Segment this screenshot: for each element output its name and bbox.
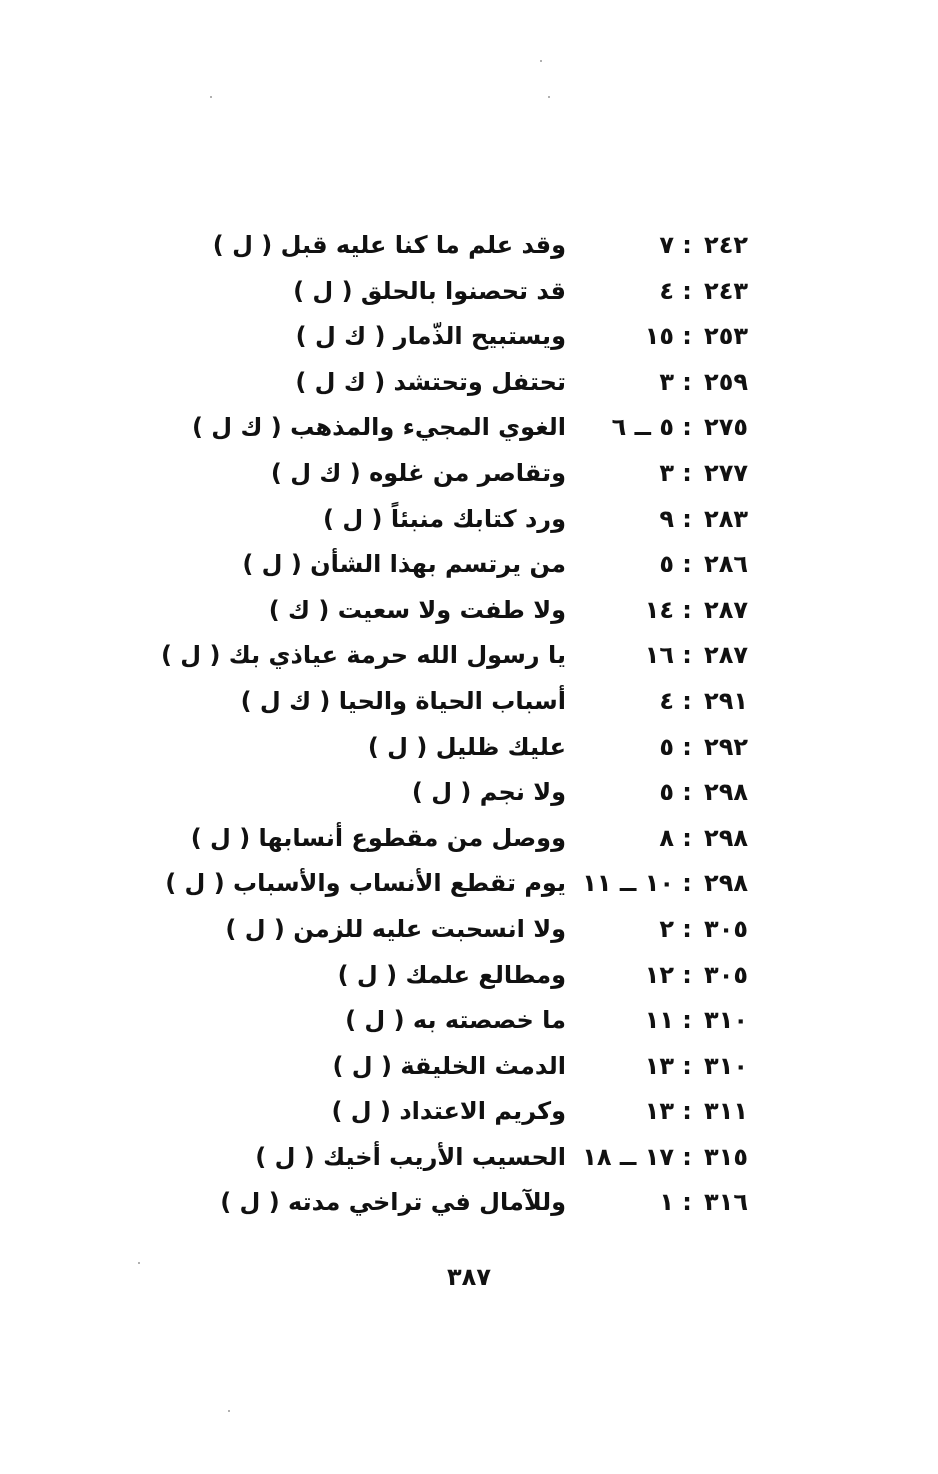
entry-page-number: ٢٨٧ — [704, 595, 748, 624]
index-entry — [0, 588, 938, 634]
entry-reference — [659, 679, 748, 725]
index-entry — [0, 861, 938, 907]
entry-reference — [659, 223, 748, 269]
entry-separator: : — [682, 276, 692, 305]
entry-line-number: ٧ — [659, 231, 674, 259]
scan-speck — [548, 96, 550, 98]
entry-reference — [659, 451, 748, 497]
entry-reference — [645, 1044, 748, 1090]
index-entry — [0, 451, 938, 497]
entry-separator: : — [682, 322, 692, 351]
entry-page-number: ٣١٠ — [704, 1006, 748, 1035]
entry-separator: : — [682, 231, 692, 259]
scan-speck — [210, 96, 212, 98]
index-entry — [0, 223, 938, 269]
index-entry — [0, 497, 938, 543]
entry-quote: تحتفل وتحتشد ( ك ل ) — [295, 367, 566, 396]
index-entry — [0, 953, 938, 999]
entry-page-number: ٢٨٧ — [704, 641, 748, 670]
entry-reference — [645, 953, 748, 999]
entry-line-number: ١١ — [644, 1006, 674, 1035]
entry-quote: ما خصصته به ( ل ) — [345, 1006, 566, 1035]
entry-page-number: ٣٠٥ — [704, 960, 748, 989]
entry-page-number: ٢٨٣ — [704, 504, 748, 533]
entry-line-number: ١ — [659, 1188, 674, 1217]
entry-reference — [659, 1180, 748, 1226]
entry-page-number: ٢٩٨ — [704, 778, 748, 807]
entry-line-number: ٥ — [659, 550, 674, 579]
entry-page-number: ٢٩٢ — [704, 732, 748, 761]
entry-page-number: ٢٨٦ — [704, 550, 748, 579]
index-entry — [0, 314, 938, 360]
entry-quote: ولا طفت ولا سعيت ( ك ) — [268, 595, 566, 624]
entry-separator: : — [682, 1142, 692, 1171]
entry-line-number: ٤ — [659, 276, 674, 305]
index-entry — [0, 907, 938, 953]
entry-separator: : — [682, 1097, 692, 1126]
entry-line-number: ٩ — [659, 504, 674, 533]
entry-page-number: ٢٥٩ — [704, 367, 748, 396]
entry-quote: الدمث الخليقة ( ل ) — [332, 1051, 566, 1080]
entry-quote: الحسيب الأريب أخيك ( ل ) — [255, 1142, 566, 1171]
entry-quote: يا رسول الله حرمة عياذي بك ( ل ) — [160, 641, 566, 670]
entry-reference — [582, 1135, 748, 1181]
entry-separator: : — [682, 1188, 692, 1217]
entry-separator: : — [682, 686, 692, 715]
entry-quote: ورد كتابك منبئاً ( ل ) — [323, 504, 566, 533]
index-entry — [0, 770, 938, 816]
index-entry — [0, 1089, 938, 1135]
entry-reference — [659, 542, 748, 588]
entry-reference — [645, 998, 748, 1044]
index-entry — [0, 998, 938, 1044]
entry-page-number: ٣١٥ — [704, 1142, 748, 1171]
index-entry — [0, 269, 938, 315]
index-entry — [0, 1180, 938, 1226]
entry-quote: وتقاصر من غلوه ( ك ل ) — [270, 458, 566, 487]
entry-reference — [659, 725, 748, 771]
entry-line-number: ٥ ــ ٦ — [611, 413, 674, 442]
entry-page-number: ٣١٦ — [704, 1188, 748, 1217]
entry-quote: عليك ظليل ( ل ) — [367, 732, 566, 761]
entry-reference — [659, 907, 748, 953]
entry-separator: : — [682, 960, 692, 989]
entry-page-number: ٢٩١ — [704, 686, 748, 715]
entry-separator: : — [682, 1006, 692, 1035]
scan-speck — [228, 1410, 230, 1412]
entry-reference — [659, 360, 748, 406]
entry-line-number: ٨ — [659, 823, 674, 852]
entry-separator: : — [682, 1051, 692, 1080]
index-entry — [0, 1044, 938, 1090]
index-entry — [0, 679, 938, 725]
entry-separator: : — [682, 732, 692, 761]
entry-separator: : — [682, 914, 692, 943]
entry-page-number: ٢٧٥ — [704, 413, 748, 442]
index-entry — [0, 725, 938, 771]
entry-reference — [659, 269, 748, 315]
entry-page-number: ٢٩٨ — [704, 823, 748, 852]
entry-quote: الغوي المجيء والمذهب ( ك ل ) — [191, 413, 566, 442]
entry-line-number: ١٣ — [644, 1097, 674, 1126]
entry-line-number: ٢ — [659, 914, 674, 943]
entry-quote: ولا نجم ( ل ) — [411, 778, 566, 807]
entry-reference — [645, 314, 748, 360]
entry-quote: يوم تقطع الأنساب والأسباب ( ل ) — [165, 869, 566, 898]
entry-page-number: ٢٤٢ — [704, 231, 748, 259]
entry-quote: ووصل من مقطوع أنسابها ( ل ) — [190, 823, 566, 852]
entry-reference — [612, 405, 748, 451]
entry-separator: : — [682, 458, 692, 487]
index-entries — [0, 223, 938, 1226]
entry-separator: : — [682, 823, 692, 852]
entry-quote: وكريم الاعتداد ( ل ) — [331, 1097, 566, 1126]
entry-line-number: ١٣ — [644, 1051, 674, 1080]
entry-separator: : — [682, 641, 692, 670]
entry-reference — [659, 497, 748, 543]
entry-separator: : — [682, 550, 692, 579]
entry-separator: : — [682, 869, 692, 898]
entry-quote: ويستبيح الذّمار ( ك ل ) — [295, 322, 566, 351]
index-entry — [0, 360, 938, 406]
entry-reference — [645, 588, 748, 634]
entry-page-number: ٢٧٧ — [704, 458, 748, 487]
entry-quote: ومطالع علمك ( ل ) — [337, 960, 566, 989]
entry-reference — [582, 861, 748, 907]
entry-page-number: ٢٥٣ — [704, 322, 748, 351]
entry-separator: : — [682, 778, 692, 807]
entry-quote: وللآمال في تراخي مدته ( ل ) — [220, 1188, 566, 1217]
entry-line-number: ١٠ ــ ١١ — [582, 869, 674, 898]
index-entry — [0, 1135, 938, 1181]
entry-line-number: ١٥ — [644, 322, 674, 351]
index-entry — [0, 405, 938, 451]
entry-separator: : — [682, 595, 692, 624]
entry-quote: قد تحصنوا بالحلق ( ل ) — [293, 276, 566, 305]
entry-page-number: ٣١١ — [704, 1097, 748, 1126]
entry-page-number: ٢٤٣ — [704, 276, 748, 305]
entry-quote: من يرتسم بهذا الشأن ( ل ) — [242, 550, 566, 579]
entry-separator: : — [682, 367, 692, 396]
entry-line-number: ٣ — [659, 367, 674, 396]
entry-reference — [659, 770, 748, 816]
entry-reference — [659, 816, 748, 862]
page-number: ٣٨٧ — [447, 1263, 491, 1291]
entry-reference — [645, 1089, 748, 1135]
entry-separator: : — [682, 504, 692, 533]
scan-speck — [540, 60, 542, 62]
entry-line-number: ٣ — [659, 458, 674, 487]
entry-page-number: ٣٠٥ — [704, 914, 748, 943]
entry-quote: أسباب الحياة والحيا ( ك ل ) — [240, 686, 566, 715]
entry-line-number: ٤ — [659, 686, 674, 715]
entry-line-number: ١٧ ــ ١٨ — [582, 1142, 674, 1171]
entry-page-number: ٢٩٨ — [704, 869, 748, 898]
entry-page-number: ٣١٠ — [704, 1051, 748, 1080]
index-entry — [0, 542, 938, 588]
entry-reference — [645, 633, 748, 679]
entry-line-number: ٥ — [659, 732, 674, 761]
entry-quote: ولا انسحبت عليه للزمن ( ل ) — [225, 914, 566, 943]
entry-quote: وقد علم ما كنا عليه قبل ( ل ) — [212, 231, 566, 259]
index-entry — [0, 633, 938, 679]
index-entry — [0, 816, 938, 862]
entry-line-number: ١٤ — [644, 595, 674, 624]
entry-line-number: ١٢ — [644, 960, 674, 989]
entry-line-number: ٥ — [659, 778, 674, 807]
entry-line-number: ١٦ — [644, 641, 674, 670]
entry-separator: : — [682, 413, 692, 442]
